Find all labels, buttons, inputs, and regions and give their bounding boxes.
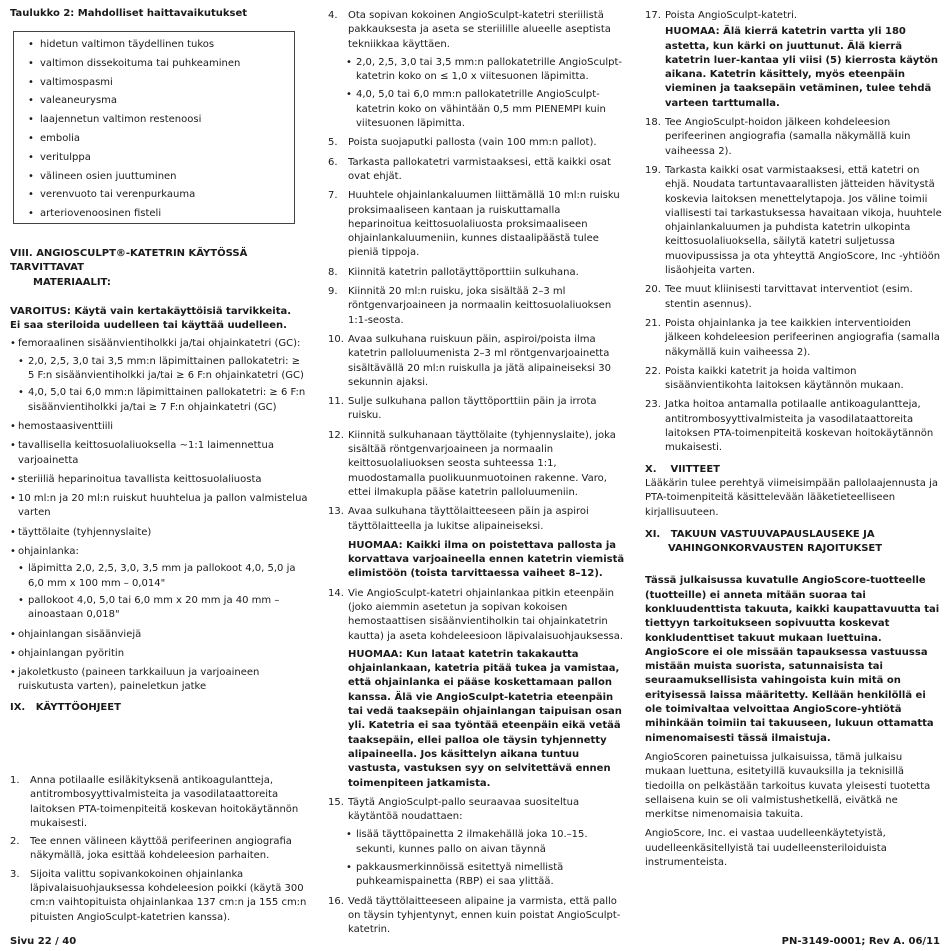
step-item: 15. Täytä AngioSculpt-pallo seuraavaa suositeltua käytäntöä noudattaen:	[328, 796, 580, 823]
step-item: 3. Sijoita valittu sopivankokoinen ohjainlanka läpivalaisuohjauksessa kohdeleesion poikki (käytä 300 cm:n vaihtopituista ohjainlankaa 137 cm:n ja 155 cm:n pituisten AngioSculpt-katetrien kanssa).	[10, 868, 307, 923]
note-text: HUOMAA: Kaikki ilma on poistettava pallosta ja korvattava varjoaineella ennen katetrin viemistä elimistöön (toista tarvittaessa vaiheet 8–12).	[348, 539, 625, 580]
list-item: • embolia	[28, 132, 81, 144]
list-item: • ohjainlanka:	[10, 546, 79, 558]
disclaimer-bold: Tässä julkaisussa kuvatulle AngioScore-tuotteelle (tuotteille) ei anneta mitään suoraa tai konkluudenttista takuuta, kaikki kaupattavuutta tai tiettyyn tarkoitukseen sopivuutta koskevat konkludenttiset takuut mukaan luettuina. AngioScore ei ole missään tapauksessa vastuussa mistään muista suorista, satunnaisista tai seuraamuksellisista vahingoista kuin mitä on erityisessä laissa määritetty. Kellään henkilöllä ei ole toimivaltaa velvoittaa AngioScore-yhtiötä mihinkään toimiin tai takuuseen, lukuun ottamatta nimenomaisesti tässä ilmaistuja.	[645, 575, 940, 744]
warning-line: VAROITUS: Käytä vain kertakäyttöisiä tarvikkeita.	[10, 305, 292, 317]
list-item: • ohjainlangan sisäänviejä	[10, 628, 142, 640]
note-text: HUOMAA: Älä kierrä katetrin vartta yli 180 astetta, kun kärki on juuttunut. Älä kierrä katetrin luer-kantaa yli viisi (5) kierrosta käytön aikana. Katetrin käsittely, myös eteenpäin vieminen ja taaksepäin vetäminen, tulee tehdä varteen tarttumalla.	[665, 26, 938, 109]
disclaimer-text: AngioScoren painetuissa julkaisuissa, tämä julkaisu mukaan luettuna, esitetyillä kuvauksilla ja teknisillä tiedoilla on pelkästään tarkoitus kuvata yleisesti tuotetta sellaisena kuin se oli valmistushetkellä, eivätkä ne merkitse nimenomaisia takuita.	[645, 751, 931, 821]
list-item: • 2,0, 2,5, 3,0 tai 3,5 mm:n pallokatetrille AngioSculpt-katetrin koko on ≤ 1,0 x viitesuonen läpimitta.	[346, 56, 622, 83]
steps-1-3	[10, 774, 308, 925]
list-item: • 10 ml:n ja 20 ml:n ruiskut huuhtelua ja pallon valmistelua varten	[10, 493, 308, 519]
step-item: 16. Vedä täyttölaitteeseen alipaine ja varmista, että pallo on täysin tyhjentynyt, ennen kuin poistat AngioSculpt-katetrin.	[328, 895, 621, 936]
disclaimer-text: AngioScore, Inc. ei vastaa uudelleenkäytetyistä, uudelleenkäsitellyistä tai uudelleensteriloiduista instrumenteista.	[645, 828, 887, 869]
list-item: • valeaneurysma	[28, 95, 118, 107]
step-item: 1. Anna potilaalle esiläkityksenä antikoagulantteja, antitrombosyyttivalmisteita ja vasodilataattoreita laitoksen PTA-toimenpiteitä koskevan hoitokäytännön mukaisesti.	[10, 775, 299, 829]
list-item: • 4,0, 5,0 tai 6,0 mm:n pallokatetrille AngioSculpt-katetrin koko on vähintään 0,5 mm PIENEMPI kuin viitesuonen läpimitta.	[346, 89, 606, 130]
adverse-effects-box	[13, 31, 295, 224]
list-item: • steriiliä heparinoitua tavallista keittosuolaliuosta	[10, 473, 262, 485]
page-number: Sivu 22 / 40	[10, 936, 77, 947]
step-item: 13. Avaa sulkuhana täyttölaitteeseen päin ja aspiroi täyttölaitteella ja lukitse alipaineiseksi.	[328, 506, 589, 532]
list-item: • hemostaasiventtiili	[10, 420, 114, 432]
note-text: HUOMAA: Kun lataat katetrin takakautta ohjainlankaan, katetria pitää tukea ja vamistaa, että ohjainlanka ei pääse koskettamaan pallon kanssa. Älä vie AngioSculpt-katetria eteenpäin tai vedä taaksepäin ohjainlangan taipuisan osan yli. Katetria ei saa työntää eteenpäin eikä vetää taaksepäin, ellei palloa ole täysin tyhjennetty alipaineella. Jos käsittelyn aikana tuntuu vastusta, vastuksen syy on selvitettävä ennen toimenpiteen jatkamista.	[348, 648, 622, 789]
list-item: • arteriovenoosinen fisteli	[28, 208, 162, 220]
step-item: 9. Kiinnitä 20 ml:n ruisku, joka sisältää 2–3 ml röntgenvarjoaineen ja normaalin keittosuolaliuoksen 1:1-seosta.	[328, 286, 612, 326]
list-item: • lisää täyttöpainetta 2 ilmakehällä joka 10.–15. sekunti, kunnes pallo on aivan täynnä	[346, 829, 588, 855]
materials-section	[10, 247, 308, 715]
warning-line: Ei saa steriloida uudelleen tai käyttää uudelleen.	[10, 320, 287, 332]
step-item: 8. Kiinnitä katetrin pallotäyttöporttiin sulkuhana.	[328, 266, 579, 278]
list-item: • hidetun valtimon täydellinen tukos	[28, 39, 215, 50]
list-item: • ohjainlangan pyöritin	[10, 647, 125, 659]
section-heading: XI. TAKUUN VASTUUVAPAUSLAUSEKE JA VAHINGONKORVAUSTEN RAJOITUKSET	[645, 528, 883, 555]
section-heading: VIII. ANGIOSCULPT®-KATETRIN KÄYTÖSSÄ TARVITTAVAT MATERIAALIT:	[10, 248, 248, 288]
step-item: 22. Poista kaikki katetrit ja hoida valtimon sisäänvientikohta laitoksen käytännön mukaan.	[645, 365, 904, 392]
section-heading: IX. KÄYTTÖOHJEET	[10, 701, 121, 713]
references-text: Lääkärin tulee perehtyä viimeisimpään pallolaajennusta ja PTA-toimenpiteitä käsittelevään lääketieteelliseen kirjallisuuteen.	[645, 477, 938, 518]
section-heading: X. VIITTEET	[645, 463, 720, 475]
step-item: 6. Tarkasta pallokatetri varmistaaksesi, että kaikki osat ovat ehjät.	[328, 156, 611, 182]
step-item: 4. Ota sopivan kokoinen AngioSculpt-katetri steriilistä pakkauksesta ja aseta se steriilille alueelle aseptista tekniikkaa käyttäen.	[328, 10, 611, 50]
step-item: 7. Huuhtele ohjainlankaluumen liittämällä 10 ml:n ruisku proksimaaliseen kantaan ja ruiskuttamalla heparinoitua keittosuolaliuosta proksimaaliseen ohjainlankaluumeniin, kunnes distaalipäästä tulee pieniä tippoja.	[328, 190, 620, 259]
step-item: 17. Poista AngioSculpt-katetri.	[645, 10, 798, 21]
step-item: 23. Jatka hoitoa antamalla potilaalle antikoagulantteja, antitrombosyyttivalmisteita ja vasodilataattoreita laitoksen PTA-toimenpiteitä koskevan hoitokäytännön mukaisesti.	[645, 399, 934, 454]
list-item: • pallokoot 4,0, 5,0 tai 6,0 mm x 20 mm ja 40 mm – ainoastaan 0,018"	[18, 594, 280, 621]
column-right	[645, 9, 943, 870]
step-item: 20. Tee muut kliinisesti tarvittavat interventiot (esim. stentin asennus).	[645, 284, 913, 310]
step-item: 12. Kiinnitä sulkuhanaan täyttölaite (tyhjennyslaite), joka sisältää röntgenvarjoaineen ja normaalin keittosuolaliuoksen seosta suhteessa 1:1, muodostamalla puolikuunmuotoinen rakenne. Varo, ettei ilmakupla pääse katetrin palloluumeniin.	[328, 429, 616, 498]
step-item: 2. Tee ennen välineen käyttöä perifeerinen angiografia näkymällä, joka esittää kohdeleesion parhaiten.	[10, 836, 292, 862]
list-item: • läpimitta 2,0, 2,5, 3,0, 3,5 mm ja pallokoot 4,0, 5,0 ja 6,0 mm x 100 mm – 0,014"	[18, 563, 296, 589]
table-title: Taulukko 2: Mahdolliset haittavaikutukset	[10, 8, 248, 19]
list-item: • 2,0, 2,5, 3,0 tai 3,5 mm:n läpimittainen pallokatetri: ≥ 5 F:n sisäänvientiholkki ja/tai ≥ 6 F:n ohjainkatetri (GC)	[18, 355, 304, 382]
list-item: • valtimon dissekoituma tai puhkeaminen	[28, 57, 241, 69]
list-item: • välineen osien juuttuminen	[28, 170, 177, 182]
list-item: • tavallisella keittosuolaliuoksella ~1:1 laimennettua varjoainetta	[10, 440, 274, 466]
document-number: PN-3149-0001; Rev A. 06/11	[781, 936, 940, 947]
list-item: • täyttölaite (tyhjennyslaite)	[10, 526, 152, 538]
step-item: 14. Vie AngioSculpt-katetri ohjainlankaa pitkin eteenpäin (joko aiemmin asetetun ja sopivan kokoisen hemostaattisen sisäänvientiholkin tai ohjainkatetrin kautta) ja aseta kohdeleesioon läpivalaisuohjauksessa.	[328, 587, 624, 642]
step-item: 11. Sulje sulkuhana pallon täyttöporttiin päin ja irrota ruisku.	[328, 396, 597, 422]
list-item: • laajennetun valtimon restenoosi	[28, 114, 202, 126]
step-item: 5. Poista suojaputki pallosta (vain 100 mm:n pallot).	[328, 137, 597, 149]
list-item: • pakkausmerkinnöissä esitettyä nimellistä puhkeamispainetta (RBP) ei saa ylittää.	[346, 862, 564, 888]
list-item: • jakoletkusto (paineen tarkkailuun ja varjoaineen ruiskutusta varten), paineletkun jatke	[10, 667, 260, 693]
step-item: 18. Tee AngioSculpt-hoidon jälkeen kohdeleesion perifeerinen angiografia (samalla näkymällä kuin vaiheessa 2).	[645, 117, 911, 157]
list-item: • veritulppa	[28, 151, 91, 163]
list-item: • verenvuoto tai verenpurkauma	[28, 189, 196, 201]
step-item: 10. Avaa sulkuhana ruiskuun päin, aspiroi/poista ilma katetrin palloluumenista 2–3 ml röntgenvarjoainetta sisältävällä 20 ml:n ruiskulla ja jätä alipaineiseksi 30 sekunnin ajaksi.	[328, 333, 611, 388]
list-item: • femoraalinen sisäänvientiholkki ja/tai ohjainkatetri (GC):	[10, 338, 301, 350]
list-item: • valtimospasmi	[28, 76, 113, 88]
step-item: 21. Poista ohjainlanka ja tee kaikkien interventioiden jälkeen kohdeleesion perifeerinen angiografia (samalla näkymällä kuin vaiheessa 2).	[645, 317, 940, 358]
column-middle	[328, 9, 626, 938]
step-item: 19. Tarkasta kaikki osat varmistaaksesi, että katetri on ehjä. Noudata tartuntavaarallisten jätteiden hävitystä koskevia laitoksen menettelytapoja. Jos väline toimii viallisesti tai tarkastuksessa havaitaan vikoja, huuhtele ohjainlankaluumen ja puhdista katetrin ulkopinta keittosuolaliuoksella, säilytä katetri suljetussa muovipussissa ja ota yhteyttä AngioScore, Inc -yhtiöön lisäohjeita varten.	[645, 164, 942, 277]
list-item: • 4,0, 5,0 tai 6,0 mm:n läpimittainen pallokatetri: ≥ 6 F:n sisäänvientiholkki ja/tai ≥ 7 F:n ohjainkatetri (GC)	[18, 387, 306, 413]
